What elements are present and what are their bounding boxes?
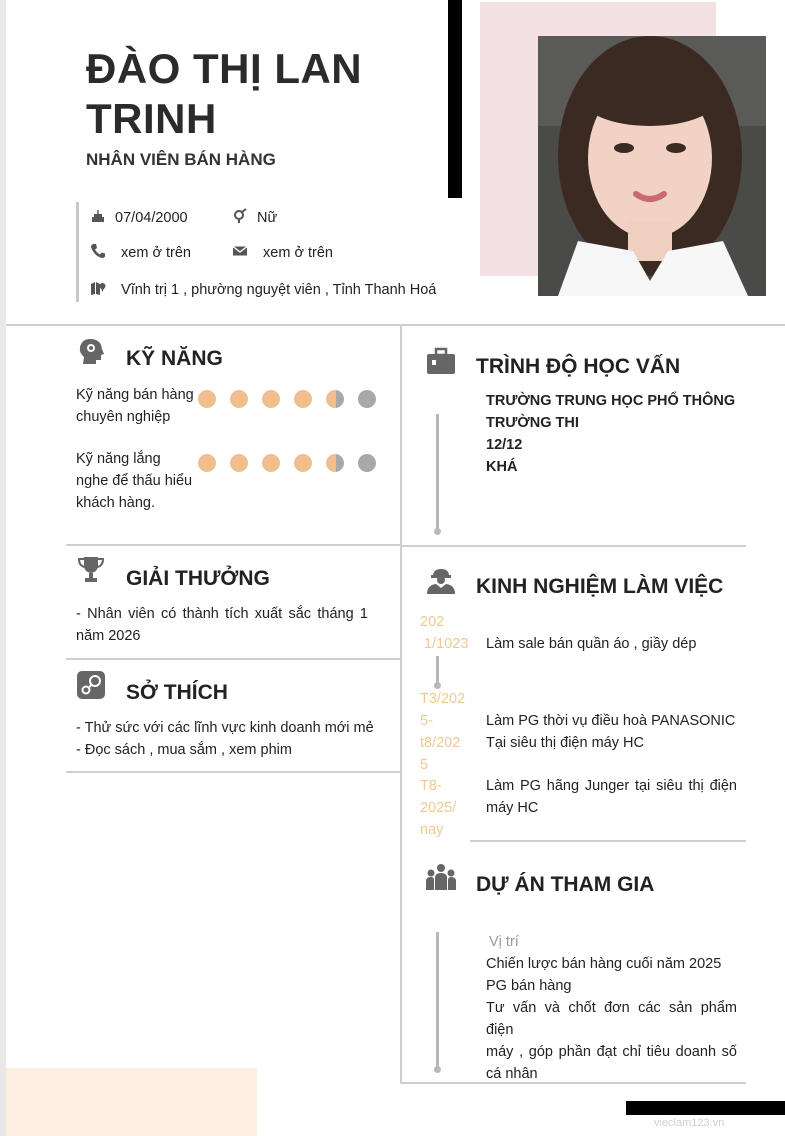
- job-date-line: T3/202: [420, 691, 466, 707]
- cake-icon: [90, 208, 106, 224]
- job-date-line: 2025/: [420, 800, 457, 816]
- candidate-name: [86, 44, 386, 144]
- profile-photo: [538, 36, 766, 296]
- team-icon: [424, 862, 458, 892]
- project-role: PG bán hàng: [486, 978, 572, 994]
- job-date-line: 202: [420, 614, 445, 630]
- job-date-line: T8-: [420, 778, 442, 794]
- phone-value: xem ở trên: [121, 245, 191, 261]
- project-name: Chiến lược bán hàng cuối năm 2025: [486, 956, 722, 972]
- rating-dot: [294, 454, 312, 472]
- rating-dot: [294, 390, 312, 408]
- school-name-line: TRƯỜNG THI: [486, 415, 579, 431]
- experience-timeline: [436, 656, 439, 684]
- project-desc-line: cá nhân: [486, 1066, 538, 1082]
- info-side-bar: [76, 202, 79, 302]
- peach-decoration: [6, 1068, 257, 1136]
- head-gear-icon: [76, 336, 106, 366]
- map-marker-icon: [90, 280, 106, 296]
- job-desc-line: Tại siêu thị điện máy HC: [486, 735, 644, 751]
- birthday-row: [90, 208, 188, 226]
- rating-dot: [198, 390, 216, 408]
- phone-icon: [90, 243, 106, 259]
- job-desc-line: Làm sale bán quần áo , giầy dép: [486, 636, 697, 652]
- birthday-value: 07/04/2000: [115, 210, 188, 226]
- education-title: TRÌNH ĐỘ HỌC VẤN: [476, 355, 681, 378]
- experience-title: KINH NGHIỆM LÀM VIỆC: [476, 575, 724, 598]
- email-row: [232, 243, 333, 261]
- skill-2-label: [76, 448, 192, 514]
- education-timeline: [436, 414, 439, 530]
- job-desc-line: Làm PG thời vụ điều hoà PANASONIC: [486, 713, 736, 729]
- skill-2-label-line: khách hàng.: [76, 495, 156, 511]
- skill-1-label-line: Kỹ năng bán hàng: [76, 387, 194, 403]
- projects-title: DỰ ÁN THAM GIA: [476, 873, 655, 896]
- column-divider: [400, 324, 402, 1084]
- gender-value: Nữ: [257, 210, 278, 226]
- address-row: [90, 280, 436, 298]
- experience-divider: [470, 840, 746, 842]
- job-date-line: 1/1023: [420, 636, 469, 652]
- job-title: NHÂN VIÊN BÁN HÀNG: [86, 150, 276, 169]
- job-2-desc: [486, 710, 735, 754]
- skill-2-label-line: nghe để thấu hiểu: [76, 473, 193, 489]
- name-line-2: TRINH: [86, 95, 217, 142]
- watermark: vieclam123.vn: [654, 1117, 725, 1129]
- education-divider: [400, 545, 746, 547]
- job-3-date: [420, 775, 456, 841]
- rating-dot: [358, 454, 376, 472]
- skill-2-rating: [198, 454, 388, 472]
- rating-dot: [326, 454, 344, 472]
- hobbies-text: [76, 717, 374, 761]
- education-details: [486, 390, 735, 478]
- gender-icon: [232, 208, 248, 224]
- skill-2-label-line: Kỹ năng lắng: [76, 451, 161, 467]
- job-desc-line: Làm PG hãng Junger tại siêu thị điện: [486, 778, 737, 794]
- job-date-line: t8/202: [420, 735, 461, 751]
- gender-row: [232, 208, 277, 226]
- projects-divider: [400, 1082, 746, 1084]
- projects-timeline-dot: [434, 1066, 441, 1073]
- rating-dot: [358, 390, 376, 408]
- position-label: Vị trí: [489, 934, 519, 950]
- job-1-date: [420, 611, 468, 655]
- hobby-line: - Thử sức với các lĩnh vực kinh doanh mới mẻ: [76, 720, 374, 736]
- awards-line: - Nhân viên có thành tích xuất sắc tháng 1: [76, 606, 368, 622]
- mail-icon: [232, 243, 248, 259]
- rating-dot: [230, 390, 248, 408]
- phone-row: [90, 243, 191, 261]
- awards-text: [76, 603, 368, 647]
- job-date-line: nay: [420, 822, 444, 838]
- rating-dot: [230, 454, 248, 472]
- email-value: xem ở trên: [263, 245, 333, 261]
- job-date-line: 5-: [420, 713, 433, 729]
- awards-divider: [66, 658, 400, 660]
- rating-dot: [262, 390, 280, 408]
- worker-icon: [424, 566, 458, 596]
- hobbies-divider: [66, 771, 400, 773]
- rating-dot: [262, 454, 280, 472]
- address-value: Vĩnh trị 1 , phường nguyệt viên , Tỉnh Thanh Hoá: [121, 282, 437, 298]
- projects-timeline: [436, 932, 439, 1068]
- footer-black-bar: [626, 1101, 785, 1115]
- cv-page: [6, 0, 785, 1136]
- project-desc-line: máy , góp phần đạt chỉ tiêu doanh số: [486, 1044, 737, 1060]
- header-divider: [6, 324, 785, 326]
- trophy-icon: [76, 554, 106, 584]
- black-decoration-bar: [448, 0, 462, 198]
- job-date-line: 5: [420, 757, 429, 773]
- hobbies-title: SỞ THÍCH: [126, 681, 228, 704]
- skills-divider: [66, 544, 400, 546]
- school-name-line: TRƯỜNG TRUNG HỌC PHỔ THÔNG: [486, 393, 736, 409]
- skill-1-label-line: chuyên nghiệp: [76, 409, 171, 425]
- awards-title: GIẢI THƯỞNG: [126, 567, 270, 590]
- project-details: [486, 953, 737, 1085]
- briefcase-icon: [426, 346, 456, 376]
- project-desc-line: Tư vấn và chốt đơn các sản phẩm điện: [486, 1000, 737, 1038]
- job-1-desc: [486, 633, 696, 655]
- hobby-line: - Đọc sách , mua sắm , xem phim: [76, 742, 292, 758]
- steam-icon: [76, 670, 106, 700]
- skill-1-label: [76, 384, 194, 428]
- rating-dot: [326, 390, 344, 408]
- skill-1-rating: [198, 390, 388, 408]
- job-2-date: [420, 688, 465, 776]
- skills-title: KỸ NĂNG: [126, 347, 223, 370]
- education-timeline-dot: [434, 528, 441, 535]
- education-rank: KHÁ: [486, 459, 518, 475]
- job-3-desc: [486, 775, 737, 819]
- name-line-1: ĐÀO THỊ LAN: [86, 45, 363, 92]
- job-desc-line: máy HC: [486, 800, 539, 816]
- awards-line: năm 2026: [76, 628, 141, 644]
- education-grade: 12/12: [486, 437, 523, 453]
- rating-dot: [198, 454, 216, 472]
